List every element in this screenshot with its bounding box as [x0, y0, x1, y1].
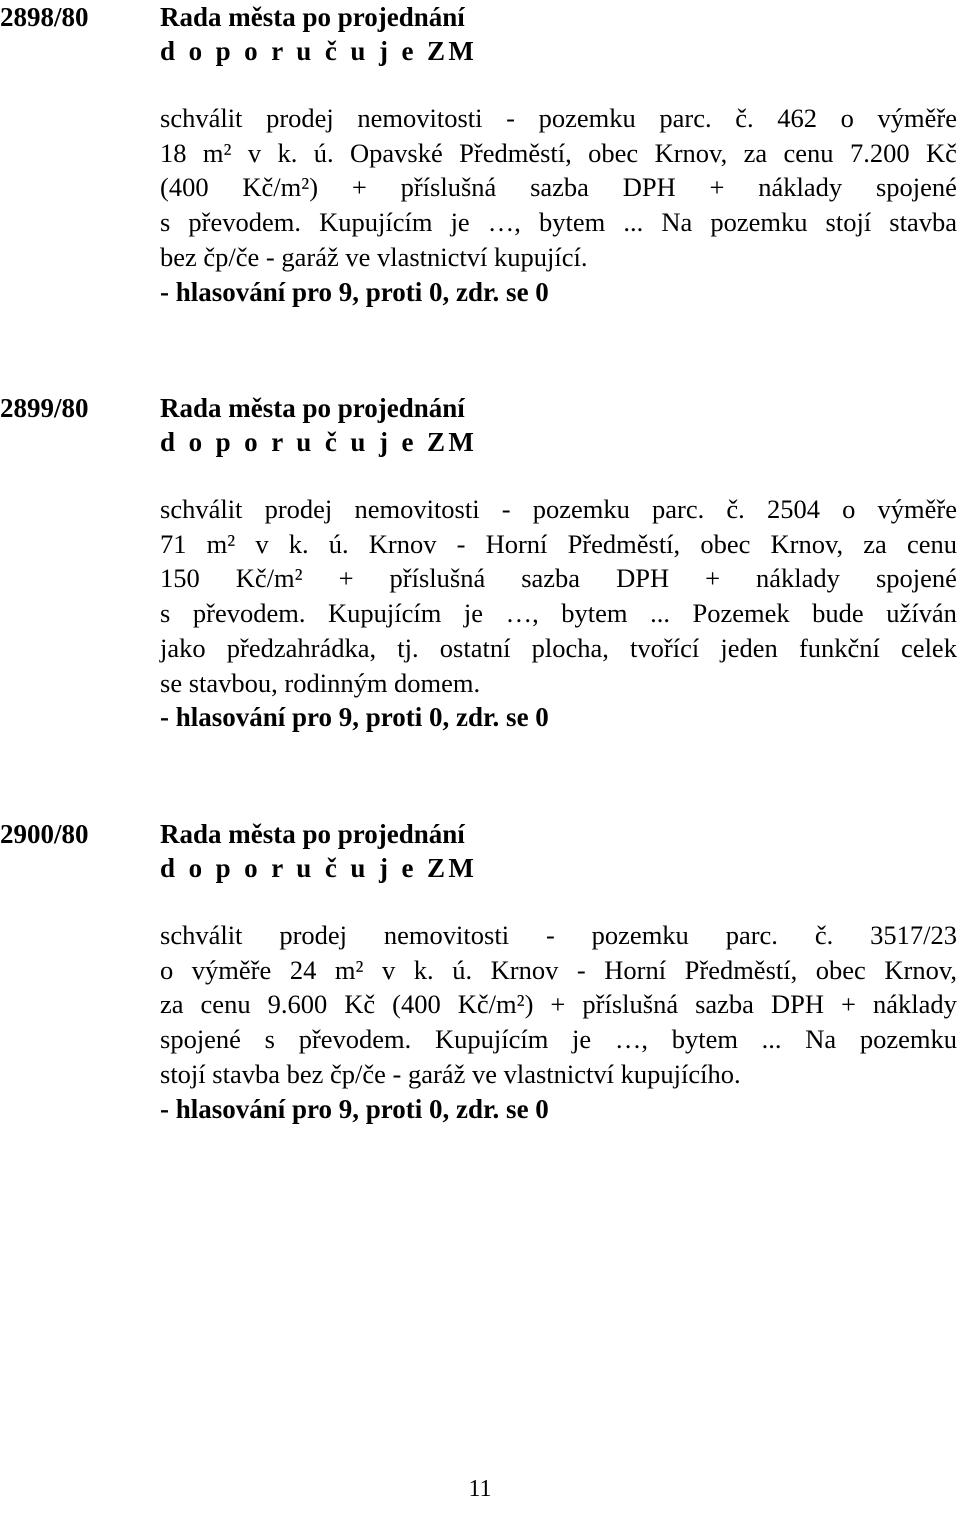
word: (400: [160, 172, 209, 203]
vote-result: - hlasování pro 9, proti 0, zdr. se 0: [160, 276, 549, 307]
word: náklady: [758, 172, 843, 203]
word: 462: [777, 103, 817, 133]
word: v: [381, 954, 396, 985]
word: příslušná: [400, 172, 497, 203]
text-line: [160, 596, 957, 631]
word: 3517/23: [870, 920, 957, 950]
word: Pozemek: [692, 598, 790, 629]
word: 24: [289, 954, 317, 985]
recommendation-line: d o p o r u č u j e ZM: [160, 853, 478, 883]
word: o: [160, 954, 174, 985]
word: +: [709, 172, 725, 203]
word: Kupujícím: [319, 207, 433, 238]
word: cenu: [783, 137, 834, 168]
text-line: [160, 136, 957, 171]
word: DPH: [616, 563, 670, 594]
word: parc.: [725, 920, 778, 950]
word: nemovitosti: [383, 920, 510, 950]
word: sazba: [530, 172, 589, 203]
word: Horní: [485, 528, 548, 559]
word: celek: [901, 632, 957, 663]
word: schválit: [160, 103, 243, 133]
resolution-number: 2900/80: [0, 819, 89, 849]
page-number: 11: [468, 1476, 492, 1502]
word: příslušná: [582, 989, 679, 1020]
word: obec: [588, 137, 639, 168]
word: Krnov,: [654, 137, 728, 168]
word: s: [160, 598, 171, 629]
word: Kč: [344, 989, 376, 1020]
word: 150: [160, 563, 200, 594]
word: Na: [805, 1024, 837, 1055]
word: parc.: [659, 103, 712, 133]
resolution-number: 2898/80: [0, 2, 89, 32]
word: č.: [814, 920, 834, 950]
word: za: [743, 137, 768, 168]
text-line: [160, 205, 957, 240]
word: náklady: [756, 563, 840, 594]
resolution-heading: Rada města po projednání: [160, 393, 465, 423]
word: pozemku: [859, 1024, 957, 1055]
text-line: [160, 101, 957, 136]
word: funkční: [798, 632, 880, 663]
word: výměře: [191, 954, 272, 985]
word: bytem: [561, 598, 628, 629]
text-line: [160, 631, 957, 666]
word: obec: [815, 954, 866, 985]
resolution-body: [160, 817, 957, 1126]
word: tj.: [397, 632, 419, 663]
word: bude: [812, 598, 864, 629]
word: výměře: [877, 103, 957, 133]
vote-result: - hlasování pro 9, proti 0, zdr. se 0: [160, 1093, 549, 1124]
word: tvořící: [630, 632, 700, 663]
word: k.: [288, 528, 309, 559]
text-line: [160, 918, 957, 953]
word: cenu: [200, 989, 251, 1020]
word: Na: [661, 207, 693, 238]
word: ú.: [328, 528, 349, 559]
word: převodem.: [192, 598, 306, 629]
text-line-last: se stavbou, rodinným domem.: [160, 667, 481, 698]
word: ostatní: [439, 632, 511, 663]
word: …,: [614, 1024, 648, 1055]
word: prodej: [279, 920, 348, 950]
recommendation-line: d o p o r u č u j e ZM: [160, 36, 478, 66]
word: prodej: [266, 103, 334, 133]
word: Kupujícím: [434, 1024, 549, 1055]
text-line: [160, 527, 957, 562]
word: Kč/m²): [457, 989, 534, 1020]
word: o: [840, 103, 854, 133]
word: o: [842, 494, 856, 524]
word: Krnov: [368, 528, 437, 559]
word: 71: [160, 528, 187, 559]
text-line: [160, 1022, 957, 1057]
recommendation-line: d o p o r u č u j e ZM: [160, 427, 478, 457]
word: ...: [623, 207, 644, 238]
word: (400: [392, 989, 441, 1020]
word: stojí: [825, 207, 872, 238]
word: jeden: [720, 632, 778, 663]
word: č.: [735, 103, 754, 133]
resolution-number: 2899/80: [0, 393, 89, 423]
word: obec: [700, 528, 751, 559]
word: pozemku: [591, 920, 689, 950]
word: za: [863, 528, 887, 559]
word: převodem.: [298, 1024, 412, 1055]
text-line: [160, 170, 957, 205]
word: +: [351, 172, 367, 203]
word: spojené: [875, 172, 957, 203]
word: sazba: [521, 563, 581, 594]
word: je: [450, 207, 470, 238]
word: pozemku: [532, 494, 630, 524]
word: +: [841, 989, 856, 1020]
text-line-last: stojí stavba bez čp/če - garáž ve vlastnictví kupujícího.: [160, 1058, 741, 1089]
word: +: [705, 563, 721, 594]
resolution-body: [160, 0, 957, 309]
word: m²: [334, 954, 364, 985]
word: Krnov,: [770, 528, 844, 559]
word: -: [506, 103, 515, 133]
word: s: [160, 207, 171, 238]
word: nemovitosti: [357, 103, 483, 133]
word: schválit: [160, 920, 243, 950]
word: č.: [726, 494, 745, 524]
word: ú.: [313, 137, 334, 168]
word: za: [160, 989, 184, 1020]
word: Krnov,: [884, 954, 957, 985]
word: prodej: [264, 494, 333, 524]
word: spojené: [160, 1024, 241, 1055]
word: Kč: [925, 137, 957, 168]
word: příslušná: [389, 563, 486, 594]
word: -: [576, 954, 586, 985]
text-line-last: bez čp/če - garáž ve vlastnictví kupující.: [160, 241, 588, 272]
resolution-heading: Rada města po projednání: [160, 819, 465, 849]
word: -: [501, 494, 511, 524]
vote-result: - hlasování pro 9, proti 0, zdr. se 0: [160, 702, 549, 733]
resolution-body: [160, 391, 957, 735]
word: spojené: [875, 563, 957, 594]
word: s: [264, 1024, 275, 1055]
word: 2504: [766, 494, 820, 524]
word: je: [463, 598, 484, 629]
word: 9.600: [267, 989, 328, 1020]
word: Předměstí,: [684, 954, 798, 985]
word: …,: [487, 207, 521, 238]
word: převodem.: [188, 207, 302, 238]
word: parc.: [652, 494, 705, 524]
word: DPH: [770, 989, 824, 1020]
word: k.: [277, 137, 298, 168]
word: Kč/m²: [235, 563, 303, 594]
word: m²: [202, 137, 232, 168]
word: pozemku: [710, 207, 808, 238]
word: Předměstí,: [459, 137, 572, 168]
word: 7.200: [849, 137, 910, 168]
word: +: [550, 989, 566, 1020]
word: užíván: [886, 598, 957, 629]
word: ú.: [452, 954, 473, 985]
word: jako: [160, 632, 206, 663]
word: je: [572, 1024, 592, 1055]
word: k.: [413, 954, 434, 985]
word: Krnov: [490, 954, 559, 985]
word: sazba: [695, 989, 754, 1020]
word: -: [456, 528, 466, 559]
word: v: [247, 137, 262, 168]
word: cenu: [906, 528, 957, 559]
word: 18: [160, 137, 187, 168]
word: m²: [206, 528, 236, 559]
text-line: [160, 561, 957, 596]
word: předzahrádka,: [226, 632, 377, 663]
word: plocha,: [531, 632, 609, 663]
resolution-heading: Rada města po projednání: [160, 2, 465, 32]
word: náklady: [872, 989, 957, 1020]
word: schválit: [160, 494, 243, 524]
word: Opavské: [350, 137, 443, 168]
word: v: [255, 528, 269, 559]
word: Kč/m²): [242, 172, 319, 203]
word: …,: [505, 598, 539, 629]
text-line: [160, 953, 957, 988]
word: ...: [650, 598, 670, 629]
word: bytem: [671, 1024, 738, 1055]
word: -: [545, 920, 555, 950]
text-line: [160, 492, 957, 527]
word: pozemku: [538, 103, 636, 133]
word: +: [338, 563, 354, 594]
text-line: [160, 987, 957, 1022]
word: Předměstí,: [567, 528, 681, 559]
word: Kupujícím: [328, 598, 442, 629]
word: ...: [761, 1024, 782, 1055]
word: DPH: [622, 172, 676, 203]
word: bytem: [539, 207, 606, 238]
word: stavba: [889, 207, 957, 238]
word: výměře: [877, 494, 957, 524]
word: nemovitosti: [354, 494, 480, 524]
word: Horní: [604, 954, 667, 985]
